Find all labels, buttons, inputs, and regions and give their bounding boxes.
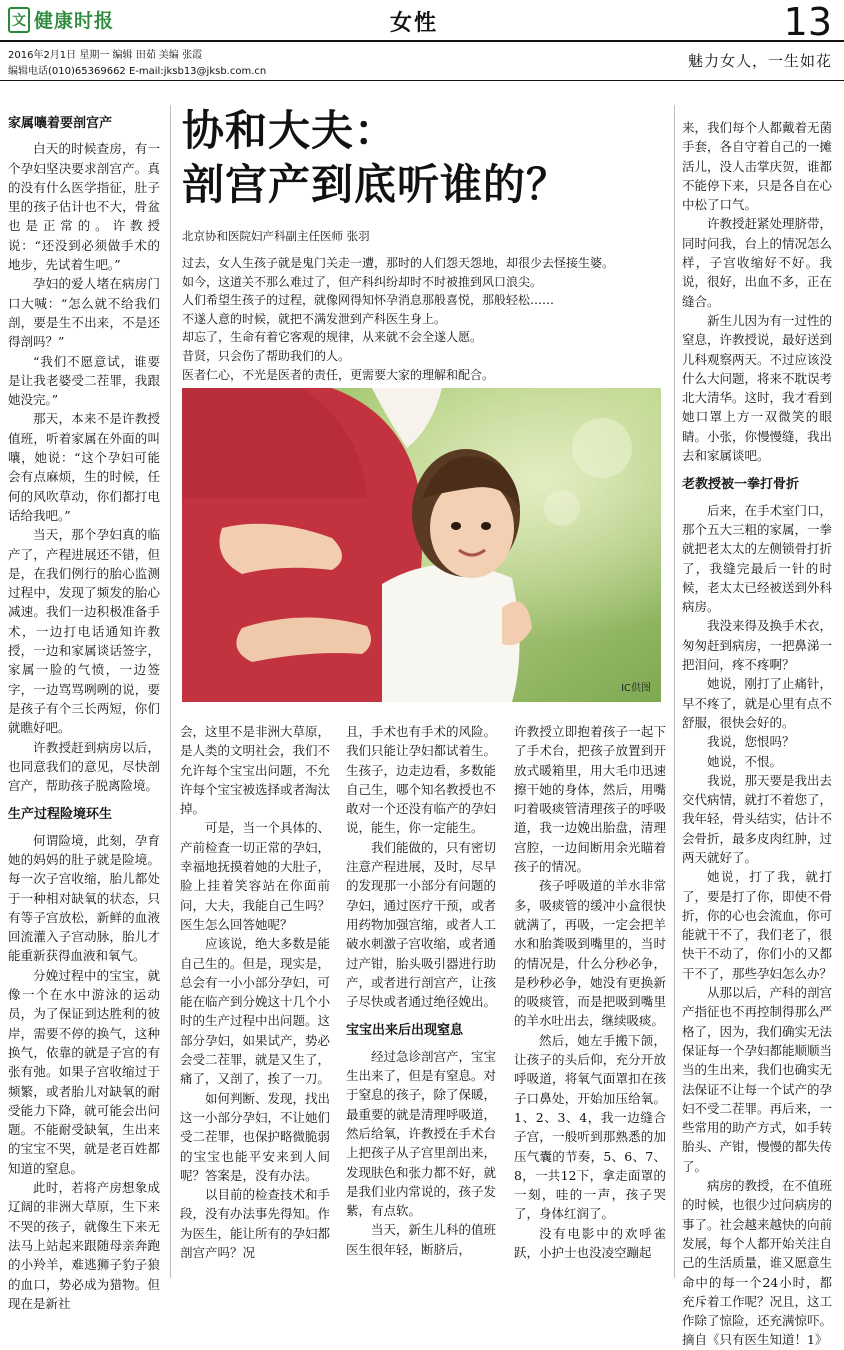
headline-line-1: 协和大夫：	[182, 106, 398, 155]
intro-line: 过去，女人生孩子就是鬼门关走一遭，那时的人们怨天怨地，却很少去怪接生婆。	[182, 256, 615, 270]
paragraph: 孕妇的爱人堵在病房门口大喊：“怎么就不给我们剖，要是生不出来，不是还得剖吗？”	[8, 276, 160, 350]
subheading: 老教授被一拳打骨折	[682, 477, 800, 493]
paragraph: 经过急诊剖宫产，宝宝生出来了，但是有窒息。对于窒息的孩子，除了保暖，最重要的就是清理呼吸道，然后给氧，许教授在手术台上把孩子从子宫里剖出来，发现肤色和张力都不好，就是我们业内常说的，孩子发紫，有点软。	[346, 1048, 497, 1219]
paragraph: 当天，新生儿科的值班医生很年轻，断脐后，	[346, 1222, 497, 1257]
byline: 北京协和医院妇产科副主任医师 张羽	[182, 229, 370, 243]
column-divider	[674, 105, 675, 1278]
section-slogan: 魅力女人，一生如花	[687, 52, 832, 70]
article-photo	[182, 388, 661, 702]
intro-line: 却忘了，生命有着它客观的规律，从来就不会全遂人愿。	[182, 330, 483, 345]
paragraph: 此时，若将产房想象成辽阔的非洲大草原，生下来不哭的孩子，就像生下来无法马上站起来跟随母亲奔跑的小羚羊，难逃狮子豹子狼的血口，势必成为猎物。但现在是新社	[8, 1180, 160, 1311]
masthead-rule	[0, 40, 844, 42]
paragraph: 可是，当一个具体的、产前检查一切正常的孕妇，幸福地抚摸着她的大肚子，脸上挂着笑容站在你面前问，大夫，我能自己生吗？医生怎么回答她呢？	[180, 820, 331, 932]
paragraph: 许教授赶紧处理脐带，同时问我，台上的情况怎么样，子宫收缩好不好。我说，很好，出血不多，正在缝合。	[682, 216, 833, 309]
photo-credit: IC供图	[621, 683, 651, 694]
subheading: 宝宝出来后出现窒息	[346, 1023, 464, 1039]
logo-mark-icon: 文	[8, 7, 30, 33]
left-column	[8, 114, 160, 1313]
paragraph: 那天，本来不是许教授值班，听着家属在外面的叫嚷，她说：“这个孕妇可能会有点麻烦，生的时候，任何的风吹草动，你们都打电话给我吧。”	[8, 411, 160, 523]
paragraph: 会，这里不是非洲大草原，是人类的文明社会，我们不允许每个宝宝出问题，不允许每个宝宝被选择或者淘汰掉。	[180, 724, 331, 817]
issue-info: 2016年2月1日 星期一 编辑 田茹 美编 张霞	[8, 50, 203, 61]
column-divider	[170, 105, 171, 1278]
paragraph: 许教授赶到病房以后，也同意我们的意见，尽快剖宫产，帮助孩子脱离险境。	[8, 739, 160, 794]
intro-line: 不遂人意的时候，就把不满发泄到产科医生身上。	[182, 311, 447, 326]
mother-child-photo-illustration	[182, 388, 661, 702]
paragraph: 我们能做的，只有密切注意产程进展，及时，尽早的发现那一小部分有问题的孕妇，通过医疗干预，或者用药物加强宫缩，或者人工破水刺激子宫收缩，或者通过产钳，胎头吸引器进行助产，或者进行剖宫产，让孩子尽快或者通过绝径娩出。	[346, 839, 497, 1010]
paragraph: 她说，刚打了止痛针，早不疼了，就是心里有点不舒服，很快会好的。	[682, 676, 833, 730]
paragraph: 白天的时候查房，有一个孕妇坚决要求剖宫产。真的没有什么医学指征，肚子里的孩子估计也不大，骨盆也是正常的。许教授说：“还没到必须做手术的地步，先试着生吧。”	[8, 141, 160, 273]
paragraph: 后来，在手术室门口，那个五大三粗的家属，一拳就把老太太的左侧锁骨打折了，我缝完最后一针的时候，老太太已经被送到外科病房。	[682, 502, 833, 615]
paragraph: 以目前的检查技术和手段，没有办法事先得知。作为医生，能让所有的孕妇都剖宫产吗？况	[180, 1187, 331, 1261]
page-number: 13	[783, 0, 832, 44]
paragraph: 我没来得及换手术衣，匆匆赶到病房，一把鼻涕一把泪问，疼不疼啊？	[682, 618, 833, 673]
paragraph: 我说，那天要是我出去交代病情，就打不着您了，我年轻，骨头结实，估计不会骨折，最多皮肉红肿，过两天就好了。	[682, 772, 833, 865]
paragraph: 来，我们每个人都戴着无菌手套，各自守着自己的一摊活儿，没人击掌庆贺，谁都不能停下来，只是各自在心中松了口气。	[682, 120, 833, 213]
paragraph: 何谓险境，此刻，孕育她的妈妈的肚子就是险境。每一次子宫收缩，胎儿都处于一种相对缺氧的状态，只有等子宫放松，新鲜的血液回流灌入子宫动脉，胎儿才能重新获得血液和氧气。	[8, 832, 160, 964]
intro-line: 昔贤，只会伤了帮助我们的人。	[182, 348, 351, 363]
logo-text: 健康时报	[34, 10, 115, 32]
paragraph: 许教授立即抱着孩子一起下了手术台，把孩子放置到开放式暖箱里，用大毛巾迅速擦干她的身体，然后，用嘴叼着吸痰管清理孩子的呼吸道，我一边娩出胎盘，清理宫腔，一边间断用余光瞄着孩子的情况。	[514, 724, 666, 875]
body-column-2	[346, 722, 496, 1259]
masthead-bottom-rule	[0, 80, 844, 81]
contact-info: 编辑电话(010)65369662 E-mail:jksb13@jksb.com.cn	[8, 66, 267, 77]
paragraph: 应该说，绝大多数是能自己生的。但是，现实是，总会有一小小部分孕妇，可能在临产到分娩这十几个小时的生产过程中出问题。这部分孕妇，如果试产，势必会受二茬罪，就是又生了，痛了，又剖了，挨了一刀。	[180, 936, 331, 1087]
body-column-3	[514, 722, 666, 1262]
subheading: 生产过程险境环生	[8, 807, 113, 823]
paragraph: 当天，那个孕妇真的临产了，产程进展还不错，但是，在我们例行的胎心监测过程中，发现了频发的胎心减速。我们一边积极准备手术，一边打电话通知许教授，一边和家属谈话签字，家属一脸的气愤，一边签字，一边骂骂咧咧的说，要是孩子有个三长两短，你们就瞧好吧。	[8, 527, 160, 736]
paragraph: 她说，打了我，就打了，要是打了你，即使不骨折，你的心也会流血，你可能就干不了，我们老了，很快干不动了，你们小的又都干不了，那些孕妇怎么办？	[682, 869, 833, 981]
paragraph: “我们不愿意试，谁要是让我老婆受二茬罪，我跟她没完。”	[8, 353, 160, 408]
article-headline	[182, 104, 672, 212]
paragraph: 我说，您恨吗？	[707, 734, 795, 750]
paragraph: 然后，她左手搬下颌，让孩子的头后仰，充分开放呼吸道，将氧气面罩扣在孩子口鼻处，开始加压给氧。1、2、3、4，我一边缝合子宫，一般听到那熟悉的加压气囊的节奏，5、6、7、8，一共12下，拿走面罩的一刻，哇的一声，孩子哭了，身体红润了。	[514, 1032, 666, 1222]
paragraph: 孩子呼吸道的羊水非常多，吸痰管的缓冲小盒很快就满了，再吸，一定会把羊水和胎粪吸到嘴里的，当时的情况是，什么分秒必争，是秒秒必争，她没有更换新的吸痰管，而是把吸到嘴里的羊水吐出去，继续吸痰。	[514, 878, 666, 1029]
paragraph: 如何判断、发现，找出这一小部分孕妇，不让她们受二茬罪，也保护略微脆弱的宝宝也能平安来到人间呢？答案是，没有办法。	[180, 1090, 331, 1183]
paragraph: 从那以后，产科的剖宫产指征也不再控制得那么严格了，因为，我们确实无法保证每一个孕妇都能顺顺当当的生出来，我们也确实无法保证不让每一个试产的孕妇不受二茬罪。再后来，一些常用的助产方式，如手转胎头、产钳，慢慢的都失传了。	[682, 985, 833, 1174]
right-column	[682, 118, 832, 1350]
subheading: 家属嚷着要剖宫产	[8, 116, 113, 131]
headline-line-2: 剖宫产到底听谁的？	[182, 160, 570, 209]
paragraph: 病房的教授，在不值班的时候，也很少过问病房的事了。社会越来越快的向前发展，每个人都开始关注自己的生活质量，谁又愿意生命中的每一个24小时，都充斥着工作呢？况且，这工作除了惊险，还充满惊吓。摘自《只有医生知道！1》	[682, 1178, 833, 1348]
body-column-1	[180, 722, 330, 1262]
paragraph: 新生儿因为有一过性的窒息，许教授说，最好送到儿科观察两天。不过应该没什么大问题，将来不耽误考北大清华。这时，我才看到她口罩上方一双微笑的眼睛。小张，你慢慢缝，我出去和家属谈吧。	[682, 312, 833, 464]
section-title: 女性	[390, 11, 439, 36]
paragraph: 分娩过程中的宝宝，就像一个在水中游泳的运动员，为了保证到达胜利的彼岸，需要不停的换气，这种换气，依靠的就是子宫的有张有弛。如果子宫收缩过于频繁，或者胎儿对缺氧的耐受能力下降，就可能会出问题。不能耐受缺氧，生出来的宝宝不哭，就是老百姓都知道的窒息。	[8, 967, 160, 1176]
newspaper-logo	[8, 6, 114, 33]
intro-line: 医者仁心，不光是医者的责任，更需要大家的理解和配合。	[182, 367, 495, 382]
paragraph: 没有电影中的欢呼雀跃，小护士也没凌空蹦起	[514, 1225, 666, 1261]
intro-line: 人们希望生孩子的过程，就像网得知怀孕消息那般喜悦，那般轻松……	[182, 293, 555, 308]
article-intro	[182, 254, 672, 384]
paragraph: 她说，不恨。	[707, 753, 783, 769]
paragraph: 且，手术也有手术的风险。我们只能让孕妇都试着生。生孩子，边走边看，多数能自己生，哪个知名教授也不敢对一个还没有临产的孕妇说，能生，你一定能生。	[346, 724, 497, 836]
intro-line: 如今，这道关不那么难过了，但产科纠纷却时不时被推到风口浪尖。	[182, 274, 543, 289]
